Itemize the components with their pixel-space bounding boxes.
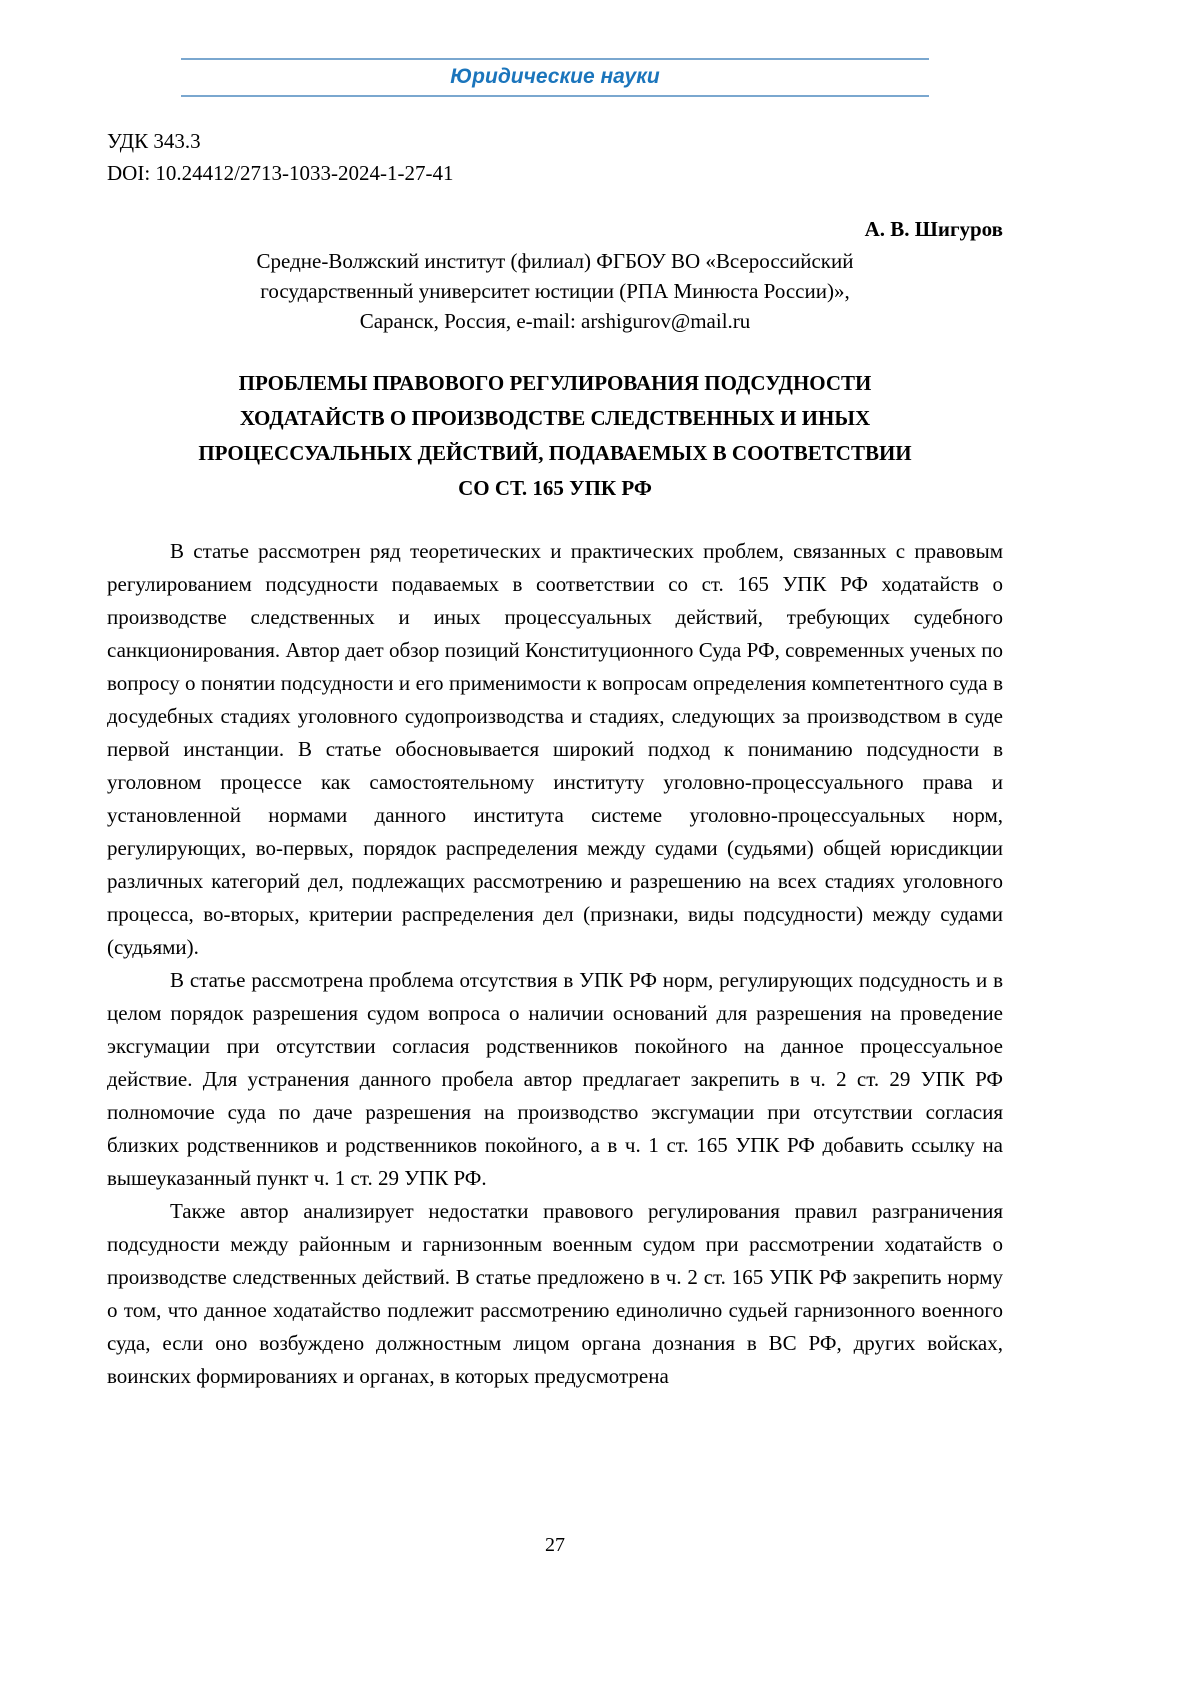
abstract-text — [107, 535, 1003, 1393]
journal-header — [181, 58, 929, 97]
page-number: 27 — [545, 1534, 565, 1556]
journal-section-title: Юридические науки — [450, 65, 660, 88]
udk-code: УДК 343.3 — [107, 129, 201, 153]
affiliation-line: Средне-Волжский институт (филиал) ФГБОУ ВО «Всероссийский — [256, 249, 854, 273]
article-title-line: СО СТ. 165 УПК РФ — [458, 476, 652, 500]
abstract-paragraph: В статье рассмотрена проблема отсутствия в УПК РФ норм, регулирующих подсудность и в целом порядок разрешения судом вопроса о наличии оснований для разрешения на проведение эксгумации при отсутствии согласия родственников покойного на данное процессуальное действие. Для устранения данного пробела автор предлагает закрепить в ч. 2 ст. 29 УПК РФ полномочие суда по даче разрешения на производство эксгумации при отсутствии согласия близких родственников и родственников покойного, а в ч. 1 ст. 165 УПК РФ добавить ссылку на вышеуказанный пункт ч. 1 ст. 29 УПК РФ. — [107, 968, 1003, 1190]
author-name: А. В. Шигуров — [864, 217, 1003, 241]
abstract-paragraph: В статье рассмотрен ряд теоретических и практических проблем, связанных с правовым регулированием подсудности подаваемых в соответствии со ст. 165 УПК РФ ходатайств о производстве следственных и иных процессуальных действий, требующих судебного санкционирования. Автор дает обзор позиций Конституционного Суда РФ, современных ученых по вопросу о понятии подсудности и его применимости к вопросам определения компетентного суда в досудебных стадиях уголовного судопроизводства и стадиях, следующих за производством в суде первой инстанции. В статье обосновывается широкий подход к пониманию подсудности в уголовном процессе как самостоятельному институту уголовно-процессуального права и установленной нормами данного института системе уголовно-процессуальных норм, регулирующих, во-первых, порядок распределения между судами (судьями) общей юрисдикции различных категорий дел, подлежащих рассмотрению и разрешению на всех стадиях уголовного процесса, во-вторых, критерии распределения дел (признаки, виды подсудности) между судами (судьями). — [107, 539, 1003, 959]
doi-code: DOI: 10.24412/2713-1033-2024-1-27-41 — [107, 161, 454, 185]
affiliation-line: государственный университет юстиции (РПА Минюста России)», — [260, 279, 850, 303]
article-title-line: ХОДАТАЙСТВ О ПРОИЗВОДСТВЕ СЛЕДСТВЕННЫХ И ИНЫХ — [239, 406, 871, 430]
abstract-paragraph: Также автор анализирует недостатки правового регулирования правил разграничения подсудности между районным и гарнизонным военным судом при рассмотрении ходатайств о производстве следственных действий. В статье предложено в ч. 2 ст. 165 УПК РФ закрепить норму о том, что данное ходатайство подлежит рассмотрению единолично судьей гарнизонного военного суда, если оно возбуждено должностным лицом органа дознания в ВС РФ, других войсках, воинских формированиях и органах, в которых предусмотрена — [107, 1199, 1003, 1388]
article-title — [107, 366, 1003, 506]
article-title-line: ПРОЦЕССУАЛЬНЫХ ДЕЙСТВИЙ, ПОДАВАЕМЫХ В СООТВЕТСТВИИ — [198, 441, 912, 465]
header-rule-bottom — [181, 95, 929, 97]
article-title-line: ПРОБЛЕМЫ ПРАВОВОГО РЕГУЛИРОВАНИЯ ПОДСУДНОСТИ — [238, 371, 872, 395]
meta-block — [107, 125, 1003, 189]
affiliation-line-email: Саранск, Россия, e-mail: arshigurov@mail.ru — [359, 309, 751, 333]
author-affiliation — [107, 246, 1003, 336]
